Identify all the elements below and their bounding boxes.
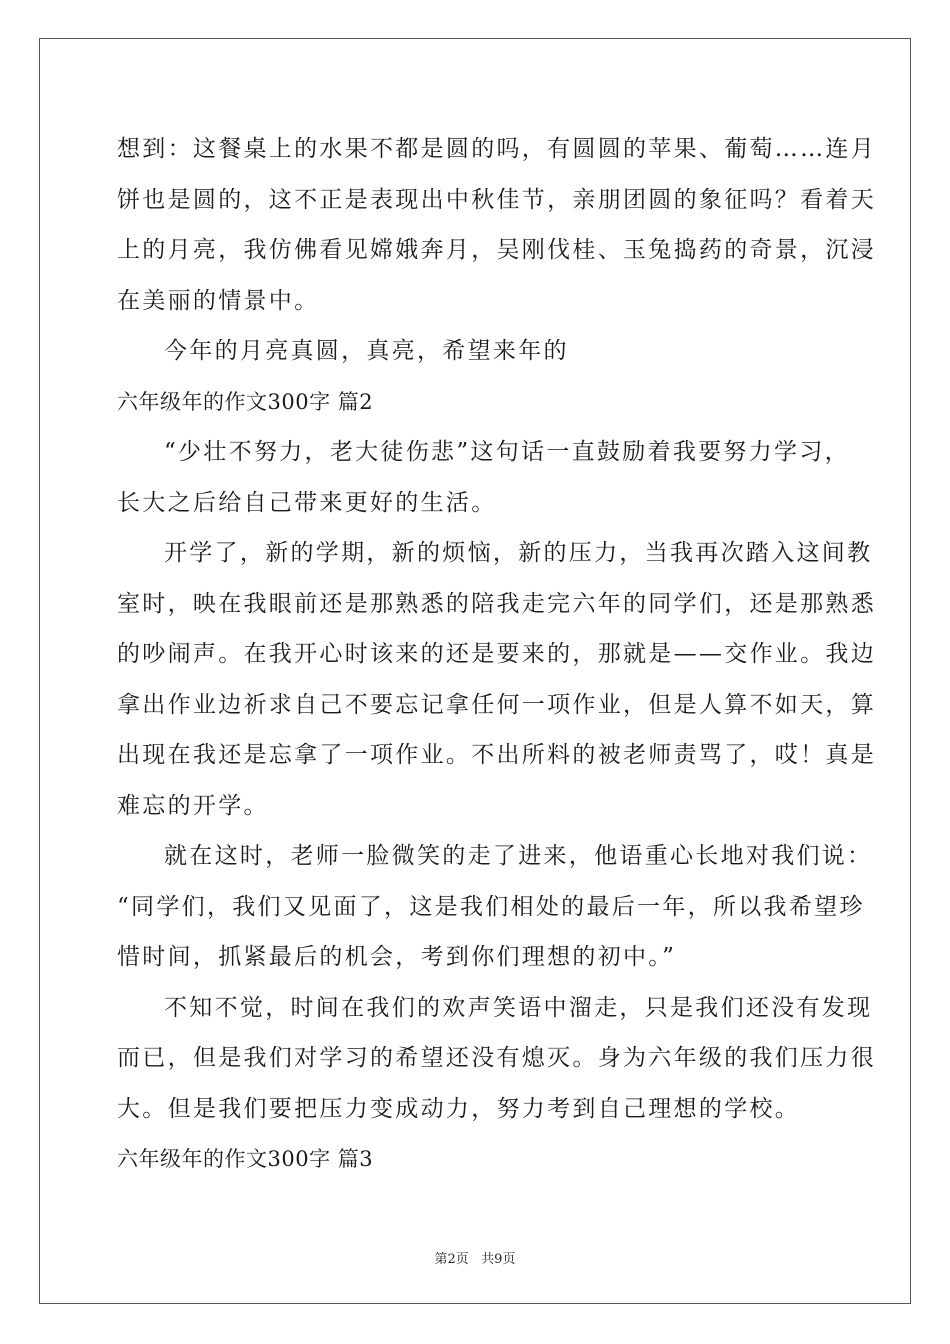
text-line: 不知不觉，时间在我们的欢声笑语中溜走，只是我们还没有发现 [164,994,873,1021]
text-line: 在美丽的情景中。 [117,287,320,314]
document-body [117,124,876,1185]
page-number: 第2页 共9页 [434,1252,516,1267]
text-line: 大。但是我们要把压力变成动力，努力考到自己理想的学校。 [117,1095,801,1122]
text-line: 开学了，新的学期，新的烦恼，新的压力，当我再次踏入这间教 [164,540,873,566]
text-line: 室时，映在我眼前还是那熟悉的陪我走完六年的同学们，还是那熟悉 [117,590,876,617]
section-heading: 六年级年的作文300字 篇2 [117,389,374,414]
text-line: 出现在我还是忘拿了一项作业。不出所料的被老师责骂了，哎！真是 [117,742,876,768]
text-line: 就在这时，老师一脸微笑的走了进来，他语重心长地对我们说： [164,843,873,869]
text-line: 难忘的开学。 [117,792,269,819]
text-line: “少壮不努力，老大徒伤悲”这句话一直鼓励着我要努力学习， [164,439,850,465]
text-line: 上的月亮，我仿佛看见嫦娥奔月，吴刚伐桂、玉兔捣药的奇景，沉浸 [117,237,876,263]
text-line: 饼也是圆的，这不正是表现出中秋佳节，亲朋团圆的象征吗？看着天 [117,186,876,213]
section-heading: 六年级年的作文300字 篇3 [117,1147,374,1171]
text-line: 的吵闹声。在我开心时该来的还是要来的，那就是——交作业。我边 [117,641,876,667]
text-line: 惜时间，抓紧最后的机会，考到你们理想的初中。” [117,944,677,970]
text-line: 长大之后给自己带来更好的生活。 [117,489,497,516]
text-line: “同学们，我们又见面了，这是我们相处的最后一年，所以我希望珍 [117,893,865,920]
text-line: 今年的月亮真圆，真亮，希望来年的 [164,338,569,364]
text-line: 拿出作业边祈求自己不要忘记拿任何一项作业，但是人算不如天，算 [117,691,876,718]
text-line: 想到：这餐桌上的水果不都是圆的吗，有圆圆的苹果、葡萄……连月 [117,136,876,162]
text-line: 而已，但是我们对学习的希望还没有熄灭。身为六年级的我们压力很 [117,1045,876,1071]
